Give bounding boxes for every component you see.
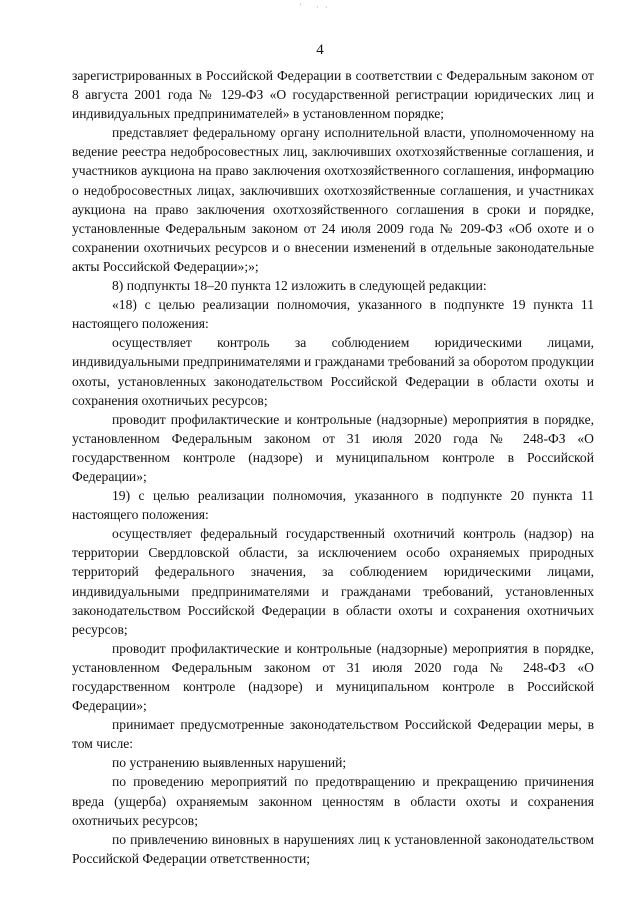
paragraph: «18) с целью реализации полномочия, указанного в подпункте 19 пункта 11 настоящего положения: bbox=[72, 297, 594, 332]
paragraph: зарегистрированных в Российской Федерации в соответствии с Федеральным законом от 8 августа 2001 года № 129-ФЗ «О государственной регистрации юридических лиц и индивидуальных предпринимателей» в установленном порядке; bbox=[72, 68, 594, 122]
page-number: 4 bbox=[316, 42, 324, 58]
paragraph: принимает предусмотренные законодательством Российской Федерации меры, в том числе: bbox=[72, 717, 594, 752]
paragraph: 19) с целью реализации полномочия, указанного в подпункте 20 пункта 11 настоящего положения: bbox=[72, 488, 594, 523]
paragraph: осуществляет контроль за соблюдением юридическими лицами, индивидуальными предпринимателями и гражданами требований за оборотом продукции охоты, установленных законодательством Российской Федерации в области охоты и сохранения охотничьих ресурсов; bbox=[72, 335, 594, 408]
paragraph: осуществляет федеральный государственный охотничий контроль (надзор) на территории Свердловской области, за исключением особо охраняемых природных территорий федерального значения, за соблюдением юридическими лицами, индивидуальными предпринимателями и гражданами требований, установленных законодательством Российской Федерации в области охоты и сохранения охотничьих ресурсов; bbox=[72, 526, 594, 637]
scan-marks: ' ·· bbox=[300, 2, 334, 12]
document-body bbox=[72, 66, 594, 868]
paragraph: по привлечению виновных в нарушениях лиц к установленной законодательством Российской Федерации ответственности; bbox=[72, 831, 594, 866]
paragraph: проводит профилактические и контрольные (надзорные) мероприятия в порядке, установленном Федеральным законом от 31 июля 2020 года № 248-ФЗ «О государственном контроле (надзоре) и муниципальном контроле в Российской Федерации»; bbox=[72, 411, 594, 484]
paragraph: по проведению мероприятий по предотвращению и прекращению причинения вреда (ущерба) охраняемым законном ценностям в области охоты и сохранения охотничьих ресурсов; bbox=[72, 774, 594, 828]
paragraph: проводит профилактические и контрольные (надзорные) мероприятия в порядке, установленном Федеральным законом от 31 июля 2020 года № 248-ФЗ «О государственном контроле (надзоре) и муниципальном контроле в Российской Федерации»; bbox=[72, 640, 594, 714]
paragraph: по устранению выявленных нарушений; bbox=[112, 755, 347, 771]
paragraph: представляет федеральному органу исполнительной власти, уполномоченному на ведение реестра недобросовестных лиц, заключивших охотхозяйственные соглашения, и участников аукциона на право заключения охотхозяйственного соглашения, информацию о недобросовестных лицах, заключивших охотхозяйственные соглашения, и участниках аукциона на право заключения охотхозяйственного соглашения в сроки и порядке, установленные Федеральным законом от 24 июля 2009 года № 209-ФЗ «Об охоте и о сохранении охотничьих ресурсов и о внесении изменений в отдельные законодательные акты Российской Федерации»;»; bbox=[72, 125, 594, 274]
paragraph: 8) подпункты 18–20 пункта 12 изложить в следующей редакции: bbox=[112, 278, 487, 294]
